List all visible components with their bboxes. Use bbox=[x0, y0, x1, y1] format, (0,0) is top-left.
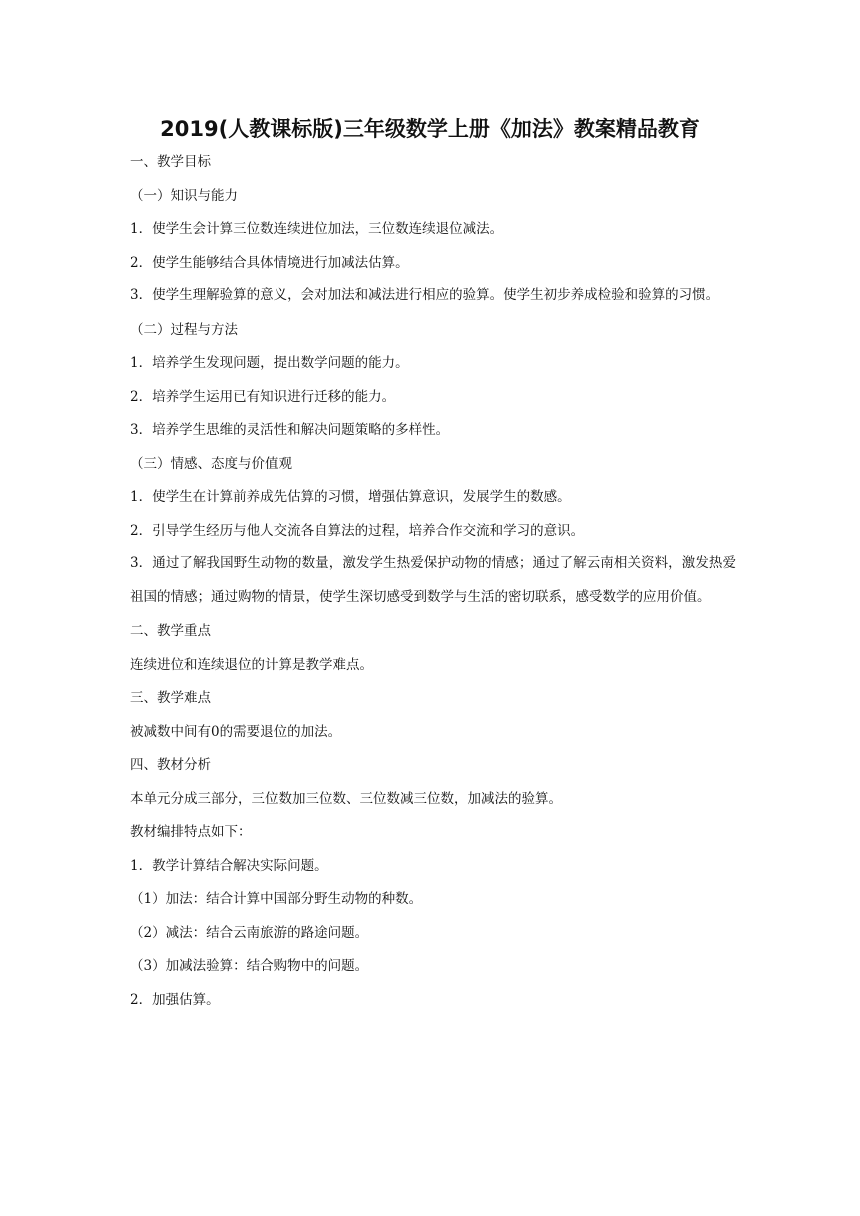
list-item: 3．通过了解我国野生动物的数量，激发学生热爱保护动物的情感；通过了解云南相关资料，激发热爱祖国的情感；通过购物的情景，使学生深切感受到数学与生活的密切联系，感受数学的应用价值。 bbox=[130, 555, 736, 605]
list-item: 3．培养学生思维的灵活性和解决问题策略的多样性。 bbox=[130, 422, 450, 438]
list-item: 2．培养学生运用已有知识进行迁移的能力。 bbox=[130, 388, 396, 405]
list-item: 1．培养学生发现问题，提出数学问题的能力。 bbox=[130, 355, 409, 371]
list-item: 1．使学生会计算三位数连续进位加法，三位数连续退位减法。 bbox=[130, 221, 504, 237]
section-heading-key-point: 二、教学重点 bbox=[130, 623, 211, 639]
section-heading-material: 四、教材分析 bbox=[130, 757, 211, 773]
paragraph: 教材编排特点如下： bbox=[130, 824, 252, 840]
list-item: 2．引导学生经历与他人交流各自算法的过程，培养合作交流和学习的意识。 bbox=[130, 522, 585, 539]
subsection-heading-process: （二）过程与方法 bbox=[130, 321, 238, 338]
document-body bbox=[130, 152, 736, 1023]
subsection-heading-attitude: （三）情感、态度与价值观 bbox=[130, 455, 292, 472]
section-heading-objectives: 一、教学目标 bbox=[130, 154, 211, 170]
list-item: （1）加法：结合计算中国部分野生动物的种数。 bbox=[130, 891, 423, 907]
list-item: （2）减法：结合云南旅游的路途问题。 bbox=[130, 924, 369, 941]
list-item: 2．加强估算。 bbox=[130, 991, 220, 1008]
document-title: 2019(人教课标版)三年级数学上册《加法》教案精品教育 bbox=[160, 117, 700, 141]
paragraph: 被减数中间有0的需要退位的加法。 bbox=[130, 723, 342, 740]
paragraph: 连续进位和连续退位的计算是教学难点。 bbox=[130, 656, 373, 673]
list-item: 2．使学生能够结合具体情境进行加减法估算。 bbox=[130, 254, 409, 271]
section-heading-difficulty: 三、教学难点 bbox=[130, 690, 211, 706]
list-item: 1．使学生在计算前养成先估算的习惯，增强估算意识，发展学生的数感。 bbox=[130, 489, 571, 505]
list-item: 3．使学生理解验算的意义，会对加法和减法进行相应的验算。使学生初步养成检验和验算的习惯。 bbox=[130, 287, 720, 304]
subsection-heading-knowledge: （一）知识与能力 bbox=[130, 187, 238, 204]
list-item: 1．教学计算结合解决实际问题。 bbox=[130, 857, 328, 874]
paragraph: 本单元分成三部分，三位数加三位数、三位数减三位数，加减法的验算。 bbox=[130, 790, 562, 807]
list-item: （3）加减法验算：结合购物中的问题。 bbox=[130, 958, 369, 974]
